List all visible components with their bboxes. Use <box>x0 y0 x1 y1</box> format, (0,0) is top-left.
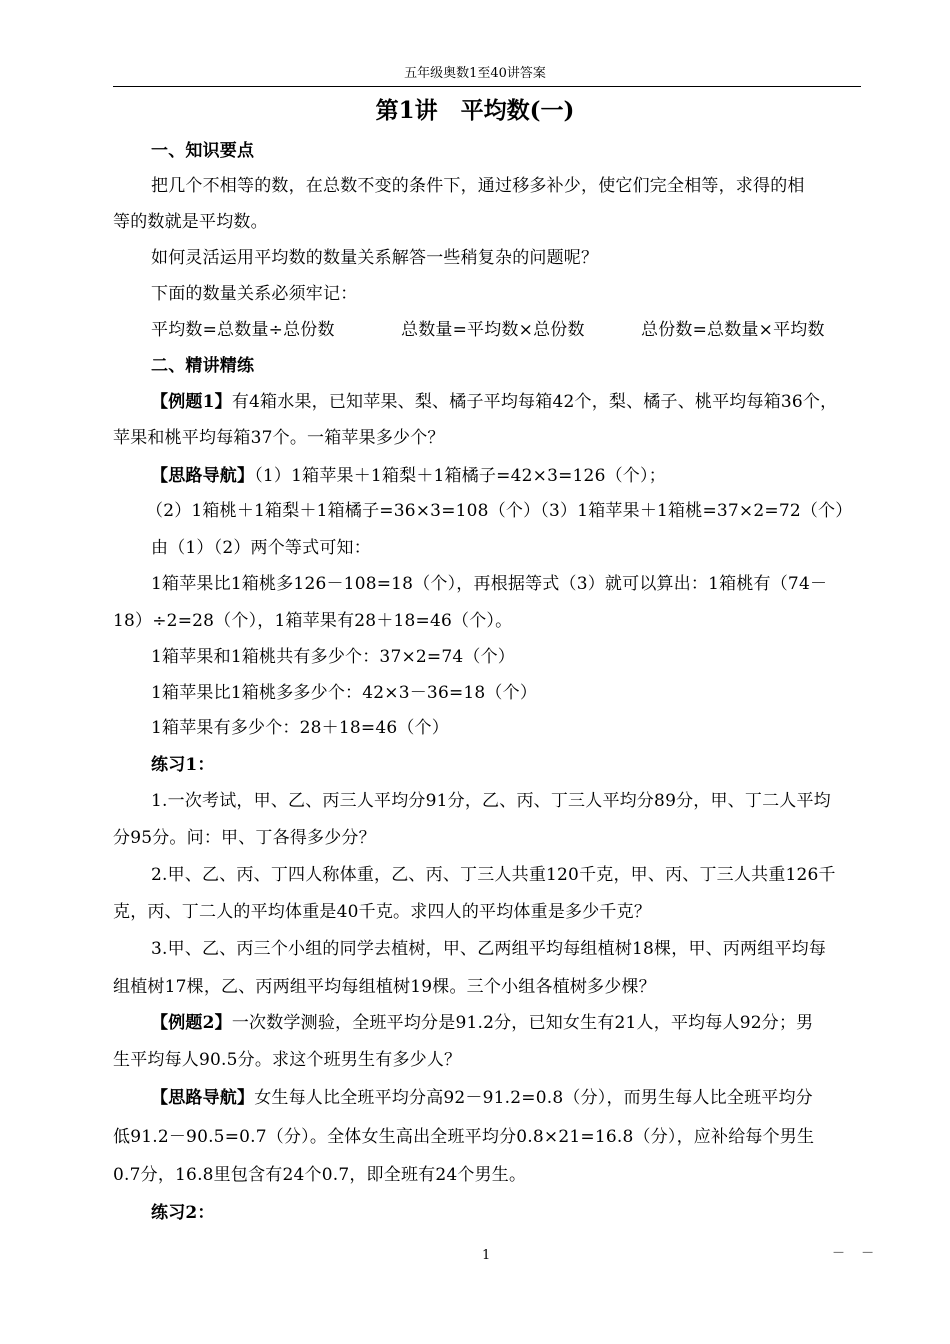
formula-count: 总份数=总数量×平均数 <box>641 320 825 340</box>
solution1-line5: 18）÷2=28（个），1箱苹果有28＋18=46（个）。 <box>113 611 513 631</box>
practice1-q2-line2: 克，丙、丁二人的平均体重是40千克。求四人的平均体重是多少千克？ <box>113 902 652 922</box>
section1-para3: 下面的数量关系必须牢记： <box>151 284 358 304</box>
section1-para2: 如何灵活运用平均数的数量关系解答一些稍复杂的问题呢？ <box>151 248 599 268</box>
solution2-line2: 低91.2－90.5=0.7（分）。全体女生高出全班平均分0.8×21=16.8（分），应补给每个男生 <box>113 1127 815 1147</box>
solution1-text1: （1）1箱苹果＋1箱梨＋1箱橘子=42×3=126（个）； <box>254 466 666 486</box>
solution1-line2: （2）1箱桃＋1箱梨＋1箱橘子=36×3=108（个）（3）1箱苹果＋1箱桃=37×2=72（个） <box>146 501 853 521</box>
solution1-line1 <box>151 464 871 488</box>
header-rule <box>113 86 861 87</box>
practice1-q1-line1: 1.一次考试，甲、乙、丙三人平均分91分，乙、丙、丁三人平均分89分，甲、丁二人平均 <box>151 791 831 811</box>
solution2-line1 <box>151 1086 871 1110</box>
solution1-line3: 由（1）（2）两个等式可知： <box>151 538 371 558</box>
section1-heading: 一、知识要点 <box>151 141 255 161</box>
practice1-q3-line2: 组植树17棵，乙、丙两组平均每组植树19棵。三个小组各植树多少棵？ <box>113 977 656 997</box>
solution2-line3: 0.7分，16.8里包含有24个0.7，即全班有24个男生。 <box>113 1165 527 1185</box>
formula-row <box>151 318 871 438</box>
formula-total: 总数量=平均数×总份数 <box>401 320 585 340</box>
example1-line2: 苹果和桃平均每箱37个。一箱苹果多少个？ <box>113 428 445 448</box>
solution1-line7: 1箱苹果比1箱桃多多少个：42×3－36=18（个） <box>151 683 538 703</box>
practice2-heading: 练习2： <box>151 1203 215 1223</box>
footer-marks: － － <box>832 1246 881 1261</box>
example2-text1: 一次数学测验，全班平均分是91.2分，已知女生有21人，平均每人92分；男 <box>231 1013 814 1033</box>
example2-line2: 生平均每人90.5分。求这个班男生有多少人？ <box>113 1050 462 1070</box>
section2-heading: 二、精讲精练 <box>151 356 255 376</box>
example2-label: 【例题2】 <box>151 1013 232 1033</box>
page-number: 1 <box>482 1248 491 1263</box>
solution2-text1: 女生每人比全班平均分高92－91.2=0.8（分），而男生每人比全班平均分 <box>254 1088 813 1108</box>
lesson-title: 第1讲 平均数(一) <box>375 97 575 124</box>
example1-label: 【例题1】 <box>151 392 232 412</box>
example1-line1 <box>151 390 871 414</box>
solution1-line8: 1箱苹果有多少个：28＋18=46（个） <box>151 718 449 738</box>
section1-para1-line1: 把几个不相等的数，在总数不变的条件下，通过移多补少，使它们完全相等，求得的相 <box>151 176 805 196</box>
section1-para1-line2: 等的数就是平均数。 <box>113 212 268 232</box>
practice1-q1-line2: 分95分。问：甲、丁各得多少分？ <box>113 828 376 848</box>
practice1-q2-line1: 2.甲、乙、丙、丁四人称体重，乙、丙、丁三人共重120千克，甲、丙、丁三人共重126千 <box>151 865 836 885</box>
practice1-heading: 练习1： <box>151 755 215 775</box>
solution2-label: 【思路导航】 <box>151 1088 255 1108</box>
solution1-line6: 1箱苹果和1箱桃共有多少个：37×2=74（个） <box>151 647 515 667</box>
practice1-q3-line1: 3.甲、乙、丙三个小组的同学去植树，甲、乙两组平均每组植树18棵，甲、丙两组平均每 <box>151 939 827 959</box>
example1-text1: 有4箱水果，已知苹果、梨、橘子平均每箱42个，梨、橘子、桃平均每箱36个， <box>231 392 838 412</box>
formula-average: 平均数=总数量÷总份数 <box>151 320 335 340</box>
solution1-line4: 1箱苹果比1箱桃多126－108=18（个），再根据等式（3）就可以算出：1箱桃有（74－ <box>151 574 828 594</box>
running-header: 五年级奥数1至40讲答案 <box>404 66 546 81</box>
example2-line1 <box>151 1011 871 1035</box>
solution1-label: 【思路导航】 <box>151 466 255 486</box>
